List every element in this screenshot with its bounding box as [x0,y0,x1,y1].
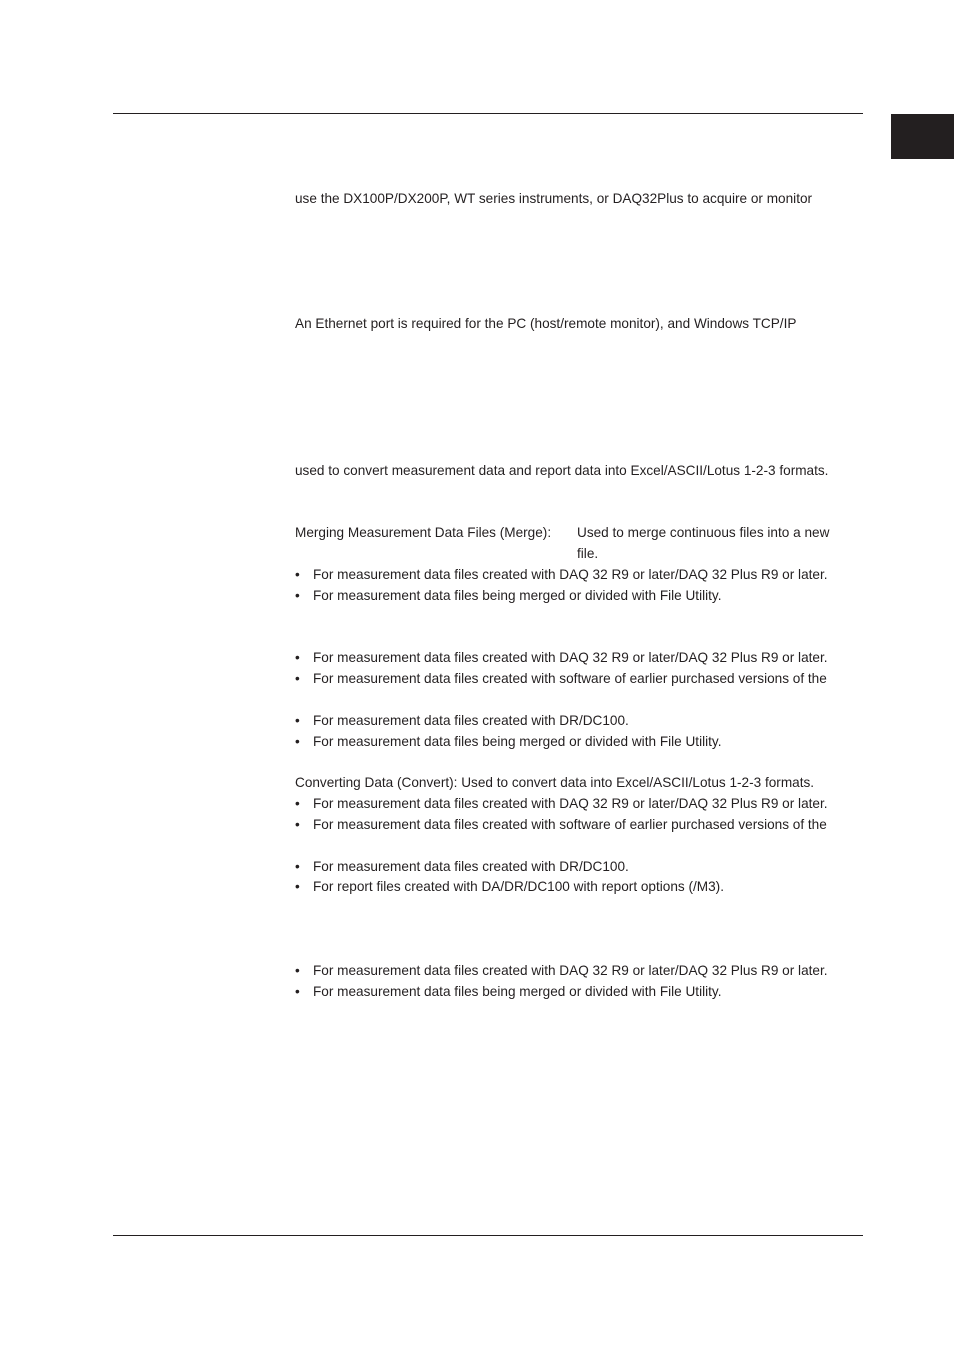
list-item-text: For measurement data files created with software of earlier purchased versions of the [313,671,827,686]
list-item-text: For measurement data files created with DR/DC100. [313,859,629,874]
list-item-text: For measurement data files created with DAQ 32 R9 or later/DAQ 32 Plus R9 or later. [313,567,828,582]
merge-description [577,522,829,564]
bullet-glyph: • [295,734,300,749]
bullet-glyph: • [295,859,300,874]
chapter-tab [891,114,954,159]
list-item-text: For measurement data files created with DR/DC100. [313,713,629,728]
list-item-text: For measurement data files created with DAQ 32 R9 or later/DAQ 32 Plus R9 or later. [313,796,828,811]
convert-label: Converting Data (Convert): Used to convert data into Excel/ASCII/Lotus 1-2-3 formats. [295,775,815,790]
list-item-text: For measurement data files created with DAQ 32 R9 or later/DAQ 32 Plus R9 or later. [313,963,828,978]
bullet-glyph: • [295,588,300,603]
bullet-glyph: • [295,984,300,999]
bullet-glyph: • [295,671,300,686]
list-item-text: For report files created with DA/DR/DC100 with report options (/M3). [313,879,724,894]
list-item-text: For measurement data files being merged or divided with File Utility. [313,984,722,999]
list-item-text: For measurement data files created with DAQ 32 R9 or later/DAQ 32 Plus R9 or later. [313,650,828,665]
merge-desc-line-1: Used to merge continuous files into a new [577,525,830,540]
list-item-text: For measurement data files being merged or divided with File Utility. [313,734,722,749]
list-item-text: For measurement data files being merged or divided with File Utility. [313,588,722,603]
intro-text-3: used to convert measurement data and report data into Excel/ASCII/Lotus 1-2-3 formats. [295,463,829,478]
intro-text-2: An Ethernet port is required for the PC (host/remote monitor), and Windows TCP/IP [295,316,797,331]
bullet-glyph: • [295,963,300,978]
footer-rule [113,1235,863,1236]
header-rule [113,113,863,114]
bullet-glyph: • [295,567,300,582]
list-item-text: For measurement data files created with software of earlier purchased versions of the [313,817,827,832]
bullet-glyph: • [295,650,300,665]
bullet-glyph: • [295,713,300,728]
bullet-glyph: • [295,817,300,832]
bullet-glyph: • [295,796,300,811]
merge-desc-line-2: file. [577,546,599,561]
bullet-glyph: • [295,879,300,894]
merge-label: Merging Measurement Data Files (Merge): [295,525,552,540]
intro-text-1: use the DX100P/DX200P, WT series instruments, or DAQ32Plus to acquire or monitor [295,191,813,206]
